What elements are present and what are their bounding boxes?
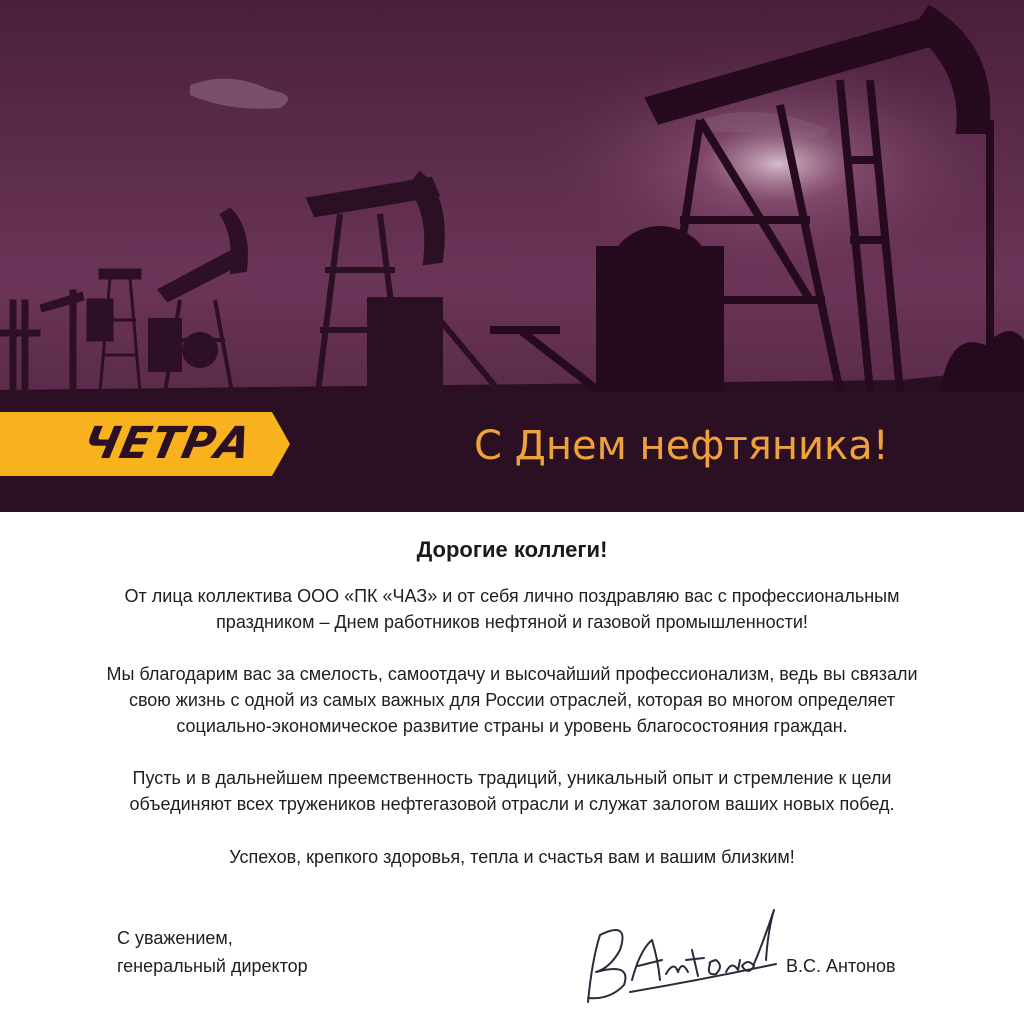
paragraph-1 bbox=[62, 583, 962, 635]
paragraph-1-line-2: праздником – Днем работников нефтяной и газовой промышленности! bbox=[216, 612, 808, 632]
signer-name: В.С. Антонов bbox=[786, 956, 896, 976]
paragraph-3 bbox=[62, 765, 962, 817]
paragraph-1-line-1: От лица коллектива ООО «ПК «ЧАЗ» и от себя лично поздравляю вас с профессиональным bbox=[124, 586, 900, 606]
letter-body bbox=[0, 512, 1024, 870]
paragraph-3-line-2: объединяют всех тружеников нефтегазовой отрасли и служат залогом ваших новых побед. bbox=[129, 794, 895, 814]
letter-greeting: Дорогие коллеги! bbox=[416, 537, 608, 562]
paragraph-2 bbox=[62, 661, 962, 739]
paragraph-3-line-1: Пусть и в дальнейшем преемственность традиций, уникальный опыт и стремление к цели bbox=[132, 768, 892, 788]
paragraph-4-line-1: Успехов, крепкого здоровья, тепла и счастья вам и вашим близким! bbox=[229, 847, 795, 867]
paragraph-2-line-1: Мы благодарим вас за смелость, самоотдачу и высочайший профессионализм, ведь вы связали bbox=[106, 664, 918, 684]
paragraph-4 bbox=[62, 844, 962, 870]
closing-regards: С уважением, bbox=[117, 928, 233, 948]
banner-headline: С Днем нефтяника! bbox=[474, 423, 889, 469]
handwritten-signature bbox=[570, 880, 790, 1010]
closing-position: генеральный директор bbox=[117, 956, 308, 976]
closing-block bbox=[117, 924, 308, 980]
company-logo: ЧЕТРА bbox=[78, 418, 257, 469]
paragraph-2-line-3: социально-экономическое развитие страны и уровень благосостояния граждан. bbox=[176, 716, 848, 736]
paragraph-2-line-2: свою жизнь с одной из самых важных для России отраслей, которая во многом определяет bbox=[128, 690, 896, 710]
